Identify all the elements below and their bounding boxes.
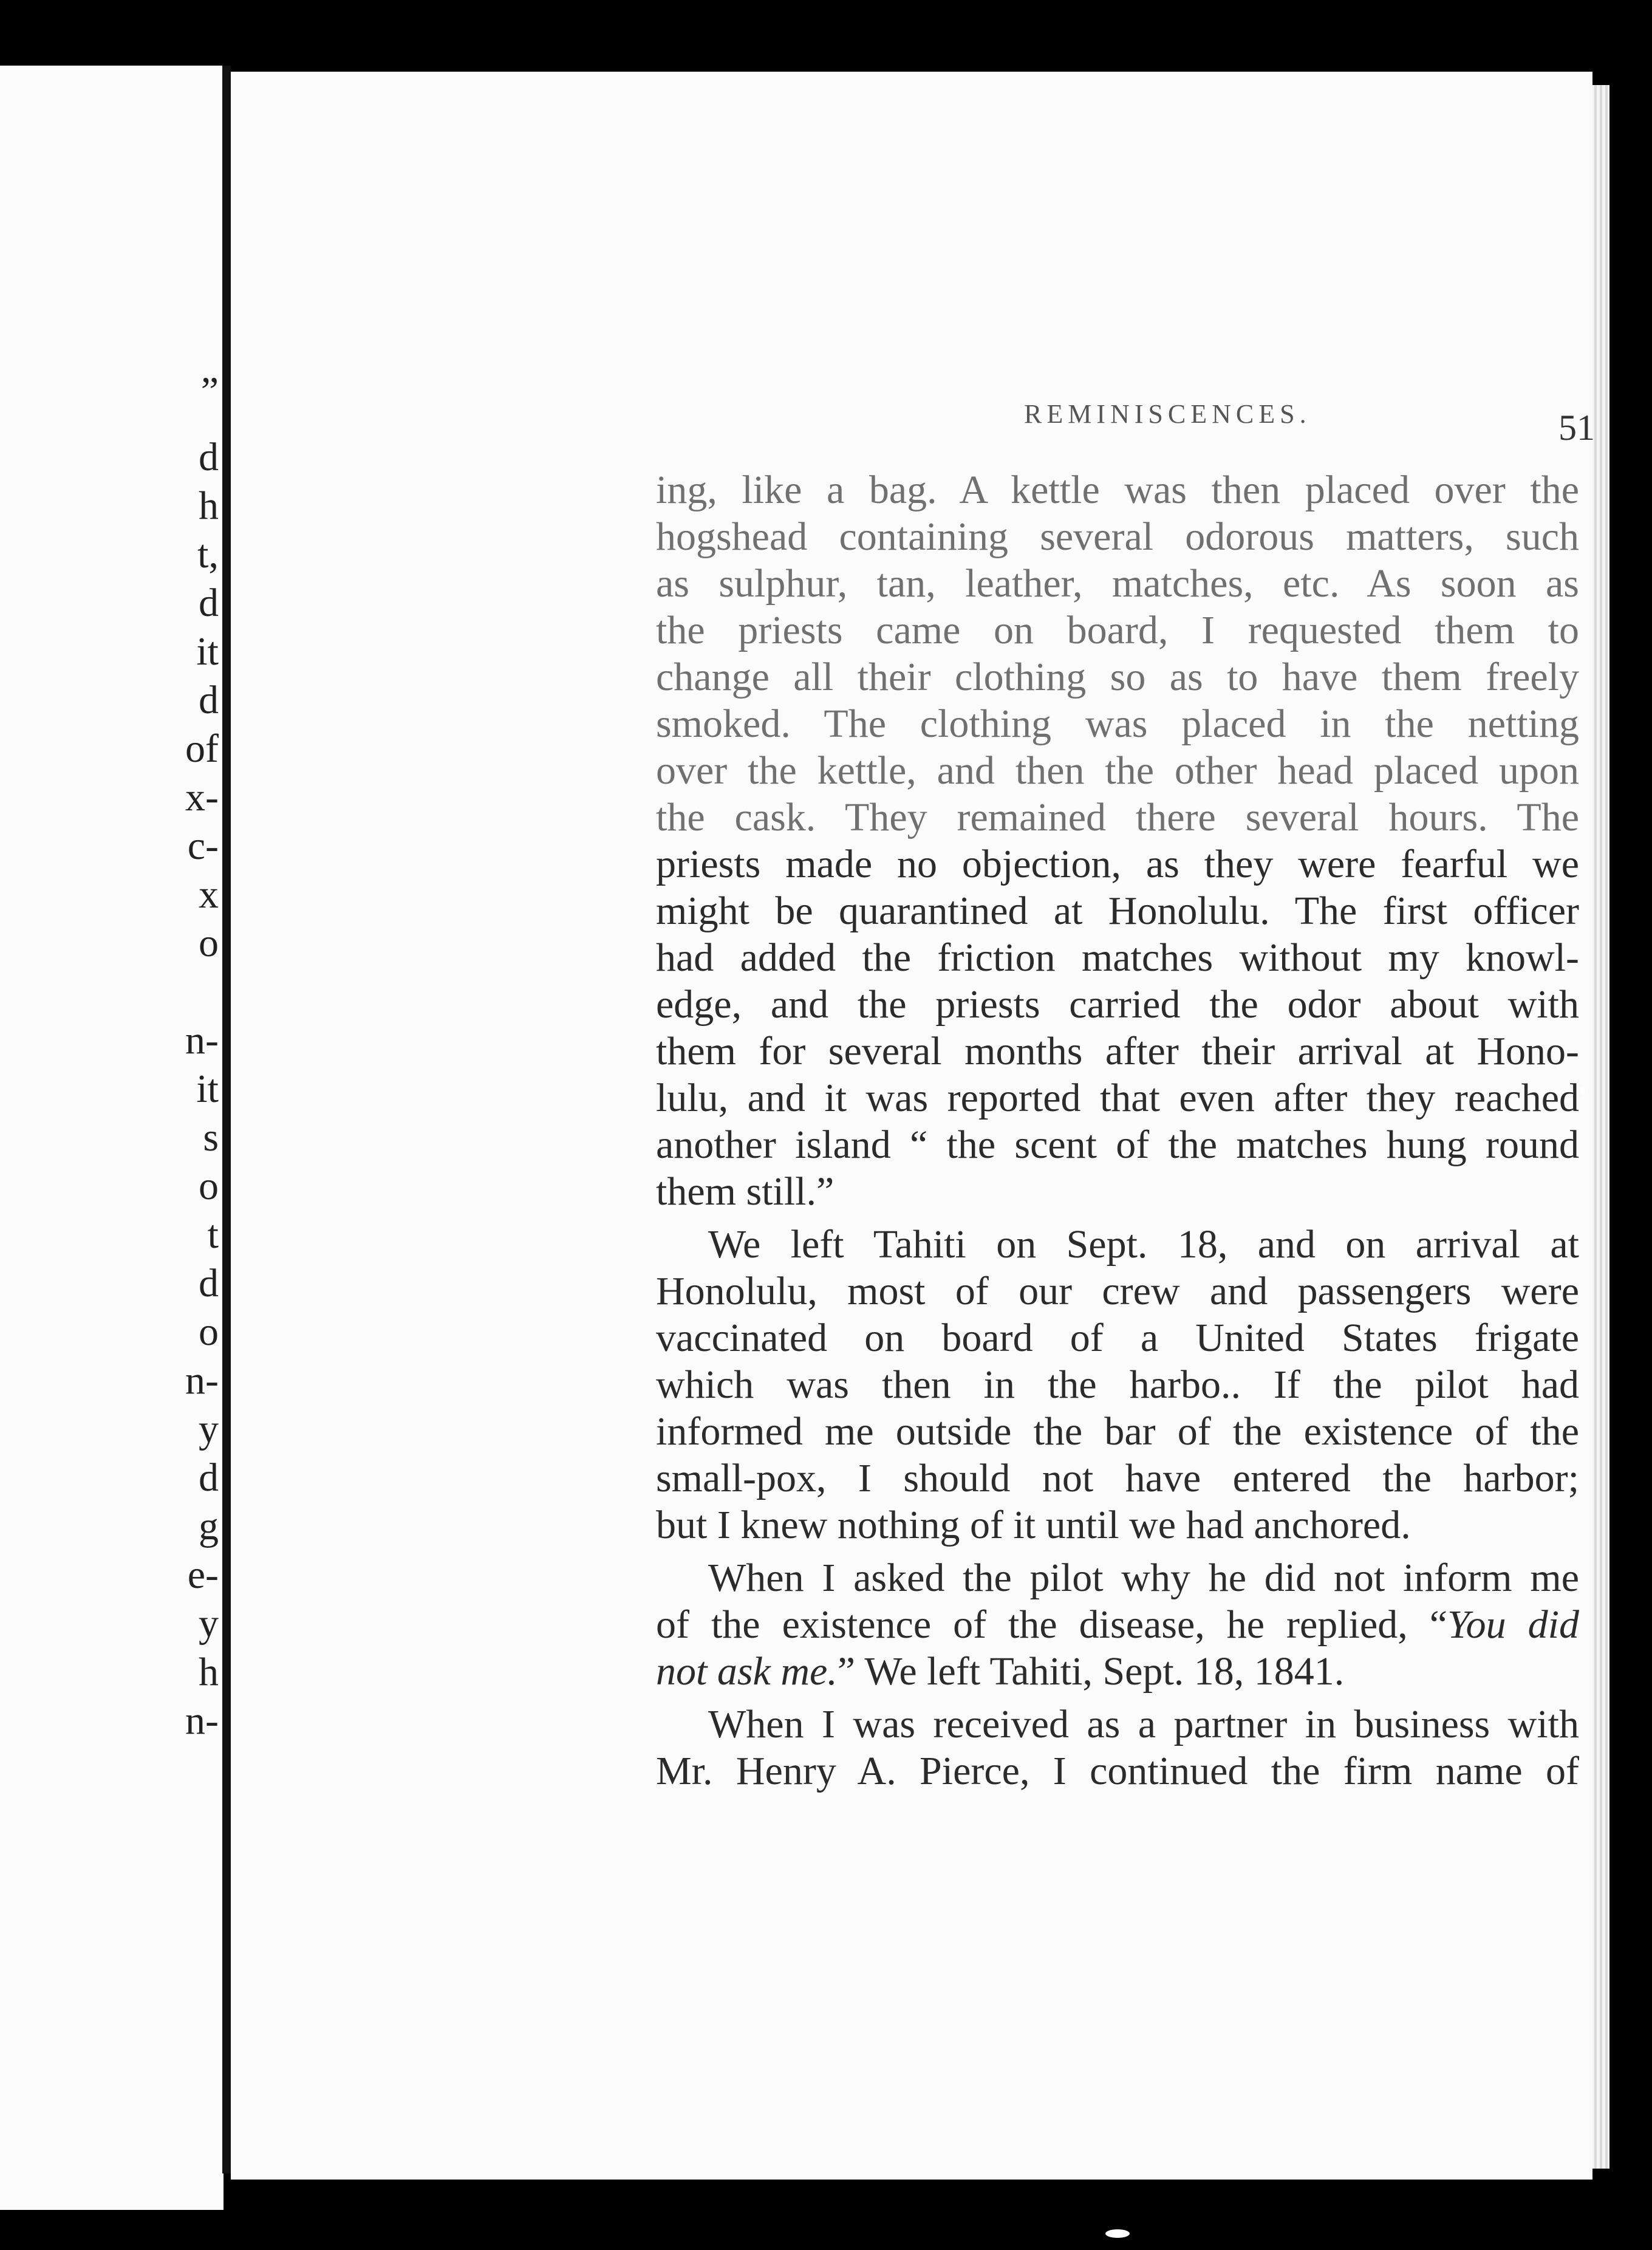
paragraph-3 [656,1554,1579,1695]
text-line: When I asked the pilot why he did not inform me [708,1556,1579,1600]
text-line: small-pox, I should not have entered the harbor; [656,1456,1579,1500]
margin-fragment: o [199,1164,219,1208]
text-line: edge, and the priests carried the odor about with [656,982,1579,1027]
margin-fragment: c- [187,824,219,868]
paragraph-1 [656,467,1579,1215]
text-line: of the existence of the disease, he replied, “You did [656,1602,1579,1647]
text-line: ing, like a bag. A kettle was then placed over the [656,468,1579,512]
margin-fragment: d [199,435,219,479]
text-line: the cask. They remained there several hours. The [656,795,1579,839]
text-line: the priests came on board, I requested them to [656,608,1579,652]
text-line: them still.” [656,1169,835,1214]
margin-fragment: n- [185,1698,219,1743]
page-number: 51 [1558,408,1595,448]
running-head: REMINISCENCES. [1024,399,1311,429]
margin-fragment: it [196,1067,219,1111]
text-line: had added the friction matches without my knowl- [656,935,1579,980]
margin-fragment: t [207,1212,219,1257]
text-line: them for several months after their arrival at Hono- [656,1029,1579,1073]
scan-speck [1580,1087,1585,1095]
text-line: Honolulu, most of our crew and passengers were [656,1269,1579,1313]
text-line: hogshead containing several odorous matters, such [656,515,1579,559]
margin-fragment: it [196,629,219,674]
text-line: Mr. Henry A. Pierce, I continued the firm name of [656,1749,1579,1793]
margin-fragment: s [203,1115,219,1160]
text-line: but I knew nothing of it until we had anchored. [656,1503,1411,1547]
paragraph-4 [656,1701,1579,1794]
text-line: smoked. The clothing was placed in the netting [656,702,1579,746]
margin-fragment: n- [185,1358,219,1403]
margin-fragment: d [199,581,219,625]
margin-fragment: e- [187,1553,219,1597]
text-line: which was then in the harbo.. If the pilot had [656,1363,1579,1407]
margin-fragment: d [199,1455,219,1500]
margin-fragment: g [199,1504,219,1548]
text-line: might be quarantined at Honolulu. The first officer [656,889,1579,933]
text-line: over the kettle, and then the other head placed upon [656,748,1579,793]
text-line: as sulphur, tan, leather, matches, etc. As soon as [656,561,1579,606]
margin-fragment: x- [185,775,219,819]
margin-fragment: h [199,484,219,528]
text-line: When I was received as a partner in business with [708,1702,1579,1746]
text-line: We left Tahiti on Sept. 18, and on arrival at [708,1222,1579,1267]
page-body [656,460,1579,1794]
italic-text: not ask me. [656,1649,838,1694]
margin-fragment: t, [197,532,219,576]
text-line: change all their clothing so as to have them freely [656,655,1579,699]
page-gutter-edge [222,66,231,2173]
margin-fragment: x [199,872,219,917]
text-line: lulu, and it was reported that even after they reached [656,1076,1579,1120]
paragraph-2 [656,1221,1579,1548]
text-line: another island “ the scent of the matches hung round [656,1123,1579,1167]
margin-fragment: d [199,1261,219,1305]
margin-fragment: ” [200,369,219,414]
margin-fragment: y [199,1601,219,1646]
text-line: vaccinated on board of a United States frigate [656,1316,1579,1360]
italic-text: You did [1447,1602,1579,1647]
text-line: informed me outside the bar of the existence of the [656,1409,1579,1454]
scan-speck [1105,2229,1130,2238]
margin-fragment: n- [185,1018,219,1062]
text-line: not ask me.” We left Tahiti, Sept. 18, 1841. [656,1649,1345,1694]
margin-fragment: o [199,1310,219,1354]
right-page [231,72,1595,2180]
margin-fragment: d [199,678,219,722]
margin-fragment: of [185,727,219,771]
margin-fragment: y [199,1407,219,1451]
margin-fragment: o [199,921,219,965]
text-line: priests made no objection, as they were fearful we [656,842,1579,886]
margin-fragment: h [199,1650,219,1694]
